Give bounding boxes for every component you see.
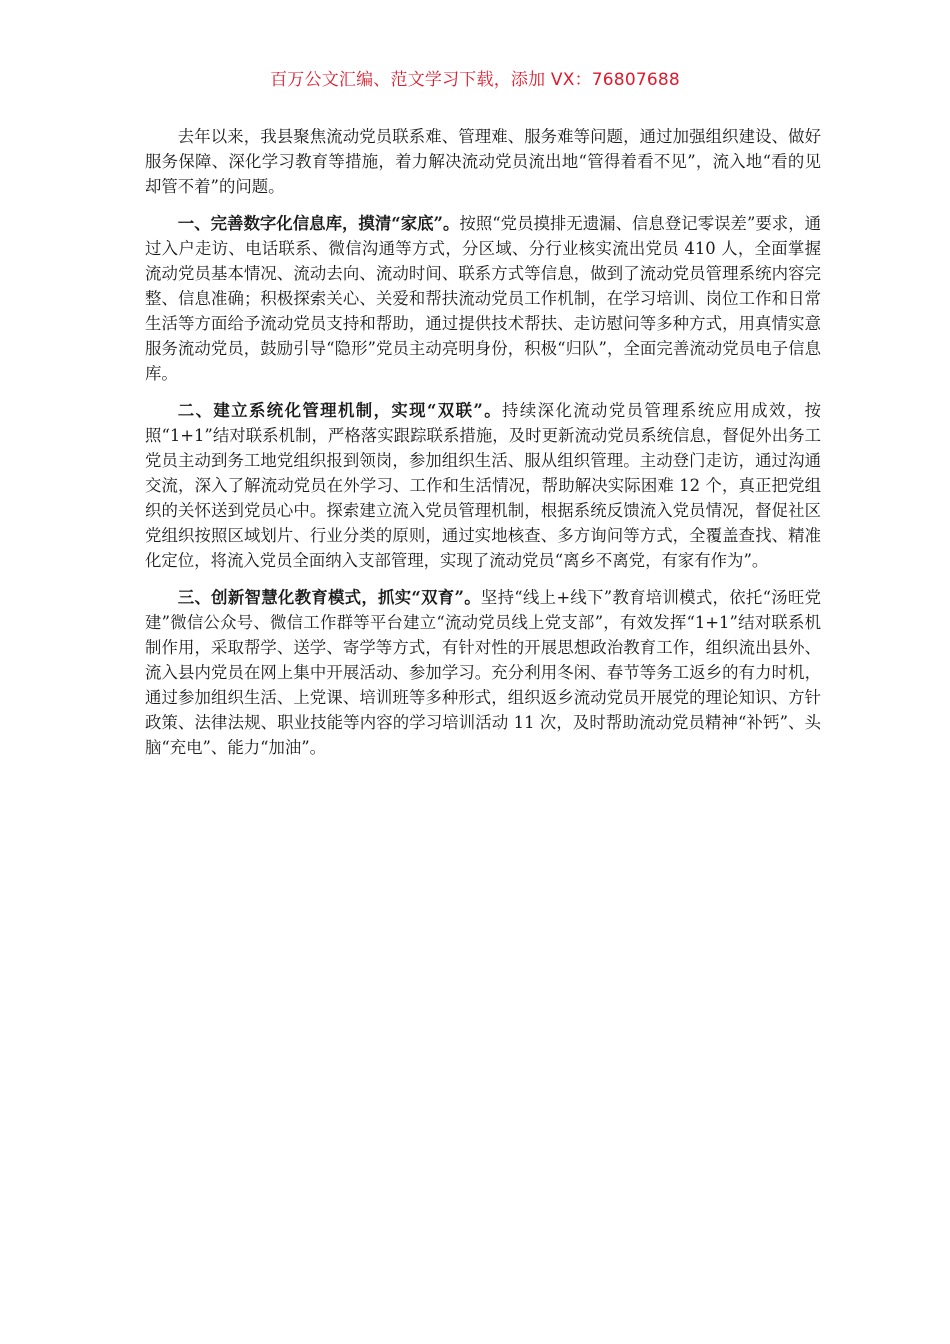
section-2-body: 持续深化流动党员管理系统应用成效，按照“1+1”结对联系机制，严格落实跟踪联系措施，及时更新流动党员系统信息，督促外出务工党员主动到务工地党组织报到领岗，参加组织生活、服从组织管理。主动登门走访，通过沟通交流，深入了解流动党员在外学习、工作和生活情况，帮助解决实际困难 12 个，真正把党组织的关怀送到党员心中。探索建立流入党员管理机制，根据系统反馈流入党员情况，督促社区党组织按照区域划片、行业分类的原则，通过实地核查、多方询问等方式，全覆盖查找、精准化定位，将流入党员全面纳入支部管理，实现了流动党员“离乡不离党，有家有作为”。 <box>145 401 822 570</box>
section-3-heading: 三、创新智慧化教育模式，抓实“双育”。 <box>177 588 481 607</box>
intro-paragraph: 去年以来，我县聚焦流动党员联系难、管理难、服务难等问题，通过加强组织建设、做好服务保障、深化学习教育等措施，着力解决流动党员流出地“管得着看不见”，流入地“看的见却管不着”的问题。 <box>145 127 821 196</box>
section-2-heading: 二、建立系统化管理机制，实现“双联”。 <box>177 401 503 420</box>
section-3-paragraph <box>145 585 821 760</box>
document-body <box>145 124 821 772</box>
section-3-body: 坚持“线上+线下”教育培训模式，依托“汤旺党建”微信公众号、微信工作群等平台建立“流动党员线上党支部”，有效发挥“1+1”结对联系机制作用，采取帮学、送学、寄学等方式，有针对性的开展思想政治教育工作，组织流出县外、流入县内党员在网上集中开展活动、参加学习。充分利用冬闲、春节等务工返乡的有力时机，通过参加组织生活、上党课、培训班等多种形式，组织返乡流动党员开展党的理论知识、方针政策、法律法规、职业技能等内容的学习培训活动 11 次，及时帮助流动党员精神“补钙”、头脑“充电”、能力“加油”。 <box>145 588 822 757</box>
section-1-heading: 一、完善数字化信息库，摸清“家底”。 <box>177 214 460 233</box>
header-banner: 百万公文汇编、范文学习下载，添加 VX：76807688 <box>270 70 680 90</box>
section-2-paragraph <box>145 398 821 573</box>
section-1-body: 按照“党员摸排无遗漏、信息登记零误差”要求，通过入户走访、电话联系、微信沟通等方式，分区域、分行业核实流出党员 410 人，全面掌握流动党员基本情况、流动去向、流动时间、联系方式等信息，做到了流动党员管理系统内容完整、信息准确；积极探索关心、关爱和帮扶流动党员工作机制，在学习培训、岗位工作和日常生活等方面给予流动党员支持和帮助，通过提供技术帮扶、走访慰问等多种方式，用真情实意服务流动党员，鼓励引导“隐形”党员主动亮明身份，积极“归队”，全面完善流动党员电子信息库。 <box>145 214 822 383</box>
section-1-paragraph <box>145 211 821 386</box>
